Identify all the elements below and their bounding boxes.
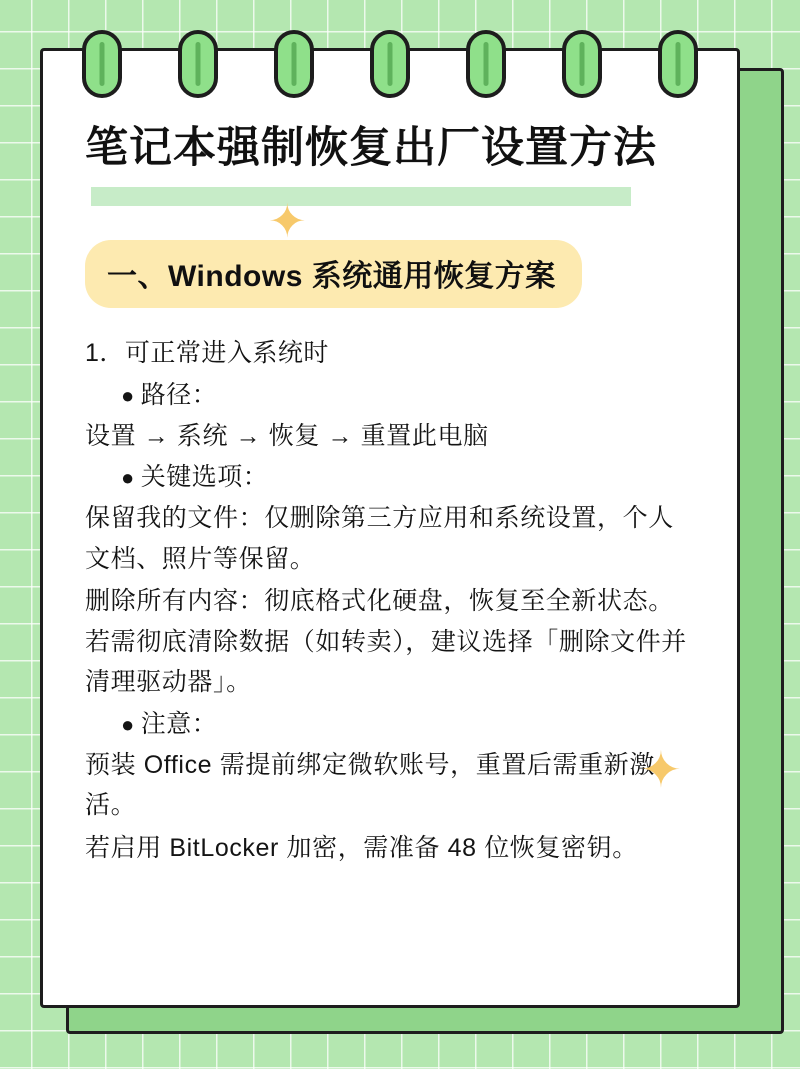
bullet-dot-icon: ● — [121, 711, 135, 737]
bullet-label: 关键选项： — [140, 463, 269, 492]
sparkle-icon: ✦ — [268, 195, 307, 247]
bullet-dot-icon: ● — [121, 382, 135, 408]
bullet-item — [121, 458, 695, 496]
paragraph: 设置 → 系统 → 恢复 → 重置此电脑 — [85, 421, 489, 450]
card-content — [43, 51, 737, 868]
sparkle-icon: ✦ — [640, 742, 682, 798]
section-heading: 一、Windows 系统通用恢复方案 — [85, 240, 582, 308]
paragraph: 保留我的文件：仅删除第三方应用和系统设置，个人文档、照片等保留。 — [85, 504, 674, 573]
body-content — [85, 334, 695, 869]
bullet-label: 路径： — [140, 380, 218, 409]
title-block — [85, 123, 695, 206]
bullet-item — [121, 376, 695, 414]
bullet-label: 注意： — [140, 709, 218, 738]
paragraph: 若启用 BitLocker 加密，需准备 48 位恢复密钥。 — [85, 833, 638, 862]
note-card — [40, 48, 740, 1008]
title-underline — [91, 187, 631, 206]
paragraph: 删除所有内容：彻底格式化硬盘，恢复至全新状态。若需彻底清除数据（如转卖），建议选择「删除文件并清理驱动器」。 — [85, 587, 687, 697]
bullet-item — [121, 705, 695, 743]
paragraph: 预装 Office 需提前绑定微软账号，重置后需重新激活。 — [85, 750, 655, 820]
page-title: 笔记本强制恢复出厂设置方法 — [85, 124, 657, 172]
step-item: 1．可正常进入系统时 — [85, 338, 329, 367]
bullet-dot-icon: ● — [121, 465, 135, 491]
